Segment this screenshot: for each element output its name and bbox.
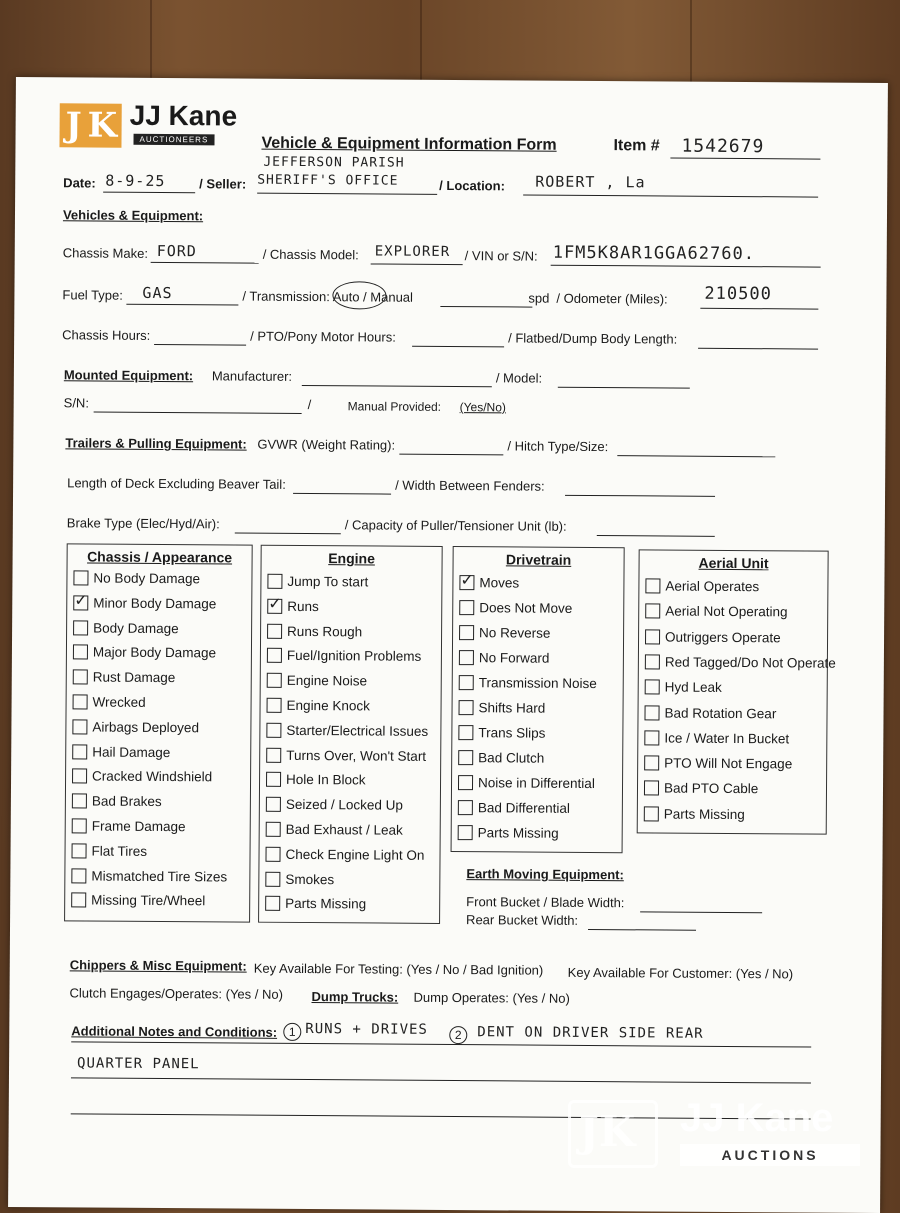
- checklist-label: Parts Missing: [663, 806, 745, 822]
- checklist-item[interactable]: [645, 680, 722, 696]
- checklist-item[interactable]: [267, 599, 319, 614]
- form-paper: [8, 77, 888, 1213]
- note-3[interactable]: QUARTER PANEL: [77, 1055, 200, 1073]
- note-number-1: 1: [283, 1023, 301, 1041]
- checkbox[interactable]: [266, 822, 281, 837]
- checklist-item[interactable]: [72, 794, 162, 810]
- checkbox[interactable]: [267, 574, 282, 589]
- checklist-item[interactable]: [72, 744, 170, 760]
- checkbox[interactable]: [73, 595, 88, 610]
- manual-provided-options[interactable]: (Yes/No): [459, 400, 506, 415]
- engine-box-title: Engine: [328, 550, 375, 567]
- fender-width-label: / Width Between Fenders:: [395, 477, 545, 494]
- notes-heading: Additional Notes and Conditions:: [71, 1023, 278, 1040]
- checkbox[interactable]: [458, 750, 473, 765]
- checklist-label: No Forward: [478, 650, 550, 666]
- checklist-label: Parts Missing: [477, 825, 559, 841]
- checkbox[interactable]: [265, 847, 280, 862]
- checklist-label: Smokes: [285, 871, 335, 887]
- hitch-label: / Hitch Type/Size:: [507, 438, 609, 455]
- checkbox[interactable]: [458, 800, 473, 815]
- checklist-label: Flat Tires: [91, 843, 148, 859]
- checklist-label: Bad Rotation Gear: [664, 705, 777, 721]
- aerial-unit-box: [637, 549, 836, 834]
- checkbox[interactable]: [644, 730, 659, 745]
- checkbox[interactable]: [459, 575, 474, 590]
- checklist-label: Hyd Leak: [664, 679, 722, 696]
- vin-value[interactable]: 1FM5K8AR1GGA62760.: [552, 242, 756, 265]
- checkbox[interactable]: [458, 775, 473, 790]
- checklist-item[interactable]: [265, 871, 334, 886]
- chippers-heading: Chippers & Misc Equipment:: [69, 957, 247, 974]
- note-2[interactable]: DENT ON DRIVER SIDE REAR: [477, 1024, 704, 1042]
- clutch-operates[interactable]: Clutch Engages/Operates: (Yes / No): [69, 985, 284, 1002]
- brand-sub: AUCTIONEERS: [133, 134, 214, 146]
- checklist-label: Mismatched Tire Sizes: [91, 868, 228, 885]
- checklist-item[interactable]: [266, 747, 426, 763]
- chassis-make-label: Chassis Make:: [62, 245, 149, 261]
- checklist-item[interactable]: [644, 781, 758, 797]
- checkbox[interactable]: [72, 719, 87, 734]
- checklist-item[interactable]: [267, 648, 421, 664]
- date-label: Date:: [63, 175, 96, 191]
- checklist-item[interactable]: [267, 623, 362, 639]
- checklist-label: Moves: [479, 575, 520, 591]
- checklist-item[interactable]: [266, 772, 366, 788]
- checkbox[interactable]: [71, 868, 86, 883]
- checklist-label: Runs: [287, 598, 319, 614]
- flatbed-label: / Flatbed/Dump Body Length:: [508, 330, 678, 347]
- checkbox[interactable]: [266, 747, 281, 762]
- watermark-logo-icon: JK: [568, 1100, 658, 1168]
- checklist-label: Wrecked: [92, 694, 146, 710]
- chassis-appearance-box: [64, 543, 253, 922]
- checklist-item[interactable]: [459, 700, 546, 716]
- checkbox[interactable]: [644, 705, 659, 720]
- checklist-item[interactable]: [73, 620, 179, 636]
- checkbox[interactable]: [644, 806, 659, 821]
- checklist-label: Engine Knock: [286, 697, 370, 714]
- checklist-label: Jump To start: [287, 573, 369, 590]
- checkbox[interactable]: [459, 675, 474, 690]
- checklist-item[interactable]: [73, 670, 176, 686]
- checklist-label: Noise in Differential: [477, 775, 595, 792]
- checklist-label: Parts Missing: [285, 896, 367, 912]
- chassis-model-label: / Chassis Model:: [262, 246, 359, 263]
- checklist-label: Bad Differential: [477, 800, 570, 816]
- checklist-label: Minor Body Damage: [93, 595, 217, 612]
- checklist-item[interactable]: [458, 825, 559, 841]
- checklist-label: Rust Damage: [92, 669, 176, 686]
- checklist-item[interactable]: [267, 698, 370, 714]
- checkbox[interactable]: [459, 625, 474, 640]
- checkbox[interactable]: [267, 623, 282, 638]
- key-customer[interactable]: Key Available For Customer: (Yes / No): [567, 964, 794, 982]
- checklist-label: Airbags Deployed: [92, 719, 200, 736]
- drivetrain-box-title: Drivetrain: [505, 551, 572, 568]
- pto-hours-label: / PTO/Pony Motor Hours:: [250, 328, 396, 345]
- checklist-label: Bad Exhaust / Leak: [285, 821, 403, 838]
- checkbox[interactable]: [459, 650, 474, 665]
- checklist-item[interactable]: [458, 800, 570, 816]
- checklist-label: Does Not Move: [479, 600, 573, 616]
- item-label: Item #: [613, 137, 660, 155]
- deck-length-label: Length of Deck Excluding Beaver Tail:: [67, 475, 286, 492]
- checklist-label: No Body Damage: [93, 570, 201, 587]
- checkbox[interactable]: [458, 825, 473, 840]
- date-value[interactable]: 8-9-25: [105, 171, 166, 191]
- transmission-label: / Transmission: Auto / Manual: [242, 288, 414, 305]
- checklist-item[interactable]: [265, 896, 366, 912]
- checkbox[interactable]: [72, 794, 87, 809]
- checklist-label: Aerial Operates: [665, 578, 760, 595]
- checklist-label: Engine Noise: [286, 673, 368, 689]
- front-bucket-label: Front Bucket / Blade Width:: [466, 894, 625, 911]
- checklist-item[interactable]: [72, 719, 199, 735]
- watermark-sub: AUCTIONS: [680, 1144, 860, 1166]
- checklist-label: Shifts Hard: [478, 700, 546, 716]
- checkbox[interactable]: [645, 680, 660, 695]
- checklist-item[interactable]: [72, 818, 186, 834]
- checkbox[interactable]: [71, 893, 86, 908]
- checklist-item[interactable]: [73, 570, 200, 586]
- transmission-auto-circle: [332, 281, 386, 309]
- jj-kane-logo-icon: J K: [59, 103, 121, 147]
- spd-label: spd: [528, 290, 550, 306]
- watermark-brand: JJ Kane: [680, 1096, 834, 1140]
- fuel-type-label: Fuel Type:: [62, 287, 123, 303]
- manual-provided-label: Manual Provided:: [347, 399, 442, 414]
- checklist-item[interactable]: [459, 575, 519, 590]
- location-value[interactable]: ROBERT , La: [535, 172, 646, 192]
- chassis-make-value[interactable]: FORD: [156, 241, 197, 261]
- chassis-hours-label: Chassis Hours:: [62, 327, 151, 343]
- note-number-2: 2: [449, 1026, 467, 1044]
- checklist-label: Check Engine Light On: [285, 846, 425, 863]
- checklist-item[interactable]: [644, 730, 789, 746]
- checkbox[interactable]: [267, 648, 282, 663]
- capacity-label: / Capacity of Puller/Tensioner Unit (lb):: [344, 517, 567, 534]
- checklist-label: Frame Damage: [91, 818, 186, 835]
- seller-value-1[interactable]: JEFFERSON PARISH: [263, 154, 405, 171]
- checklist-item[interactable]: [459, 625, 550, 641]
- checkbox[interactable]: [267, 698, 282, 713]
- drivetrain-box: [451, 546, 625, 853]
- checklist-item[interactable]: [266, 723, 428, 739]
- checklist-item[interactable]: [73, 595, 216, 611]
- checkbox[interactable]: [645, 604, 660, 619]
- checkbox[interactable]: [459, 700, 474, 715]
- vehicles-heading: Vehicles & Equipment:: [62, 207, 204, 224]
- dump-operates[interactable]: Dump Operates: (Yes / No): [413, 989, 570, 1006]
- checkbox[interactable]: [458, 725, 473, 740]
- checklist-item[interactable]: [459, 600, 572, 616]
- checklist-label: Bad Brakes: [91, 793, 162, 810]
- checkbox[interactable]: [267, 599, 282, 614]
- sn-slash: /: [307, 397, 312, 413]
- seller-label: / Seller:: [199, 176, 247, 192]
- checklist-label: Aerial Not Operating: [665, 603, 788, 620]
- checkbox[interactable]: [73, 670, 88, 685]
- checkbox[interactable]: [73, 694, 88, 709]
- checkbox[interactable]: [645, 578, 660, 593]
- checklist-item[interactable]: [645, 654, 836, 670]
- checklist-item[interactable]: [644, 705, 776, 721]
- checkbox[interactable]: [645, 654, 660, 669]
- rear-bucket-label: Rear Bucket Width:: [466, 912, 579, 928]
- checklist-item[interactable]: [645, 578, 759, 594]
- checkbox[interactable]: [73, 620, 88, 635]
- checklist-label: Turns Over, Won't Start: [286, 747, 427, 764]
- checklist-item[interactable]: [267, 574, 368, 590]
- seller-value-2[interactable]: SHERIFF'S OFFICE: [257, 172, 399, 189]
- aerial-box-title: Aerial Unit: [698, 554, 769, 572]
- checklist-item[interactable]: [265, 847, 424, 863]
- key-testing[interactable]: Key Available For Testing: (Yes / No / Bad Ignition): [253, 960, 544, 978]
- trailers-heading: Trailers & Pulling Equipment:: [65, 435, 247, 452]
- checklist-label: Ice / Water In Bucket: [664, 730, 790, 747]
- checklist-item[interactable]: [73, 645, 216, 661]
- checklist-label: Outriggers Operate: [665, 629, 781, 645]
- checklist-label: Starter/Electrical Issues: [286, 722, 429, 739]
- checkbox[interactable]: [459, 600, 474, 615]
- checklist-item[interactable]: [267, 673, 367, 689]
- gvwr-label: GVWR (Weight Rating):: [257, 436, 396, 453]
- checklist-item[interactable]: [72, 769, 212, 785]
- checklist-item[interactable]: [458, 725, 545, 741]
- location-label: / Location:: [439, 177, 505, 194]
- checkbox[interactable]: [266, 772, 281, 787]
- checklist-item[interactable]: [266, 797, 403, 813]
- checklist-item[interactable]: [71, 893, 205, 909]
- chassis-box-title: Chassis / Appearance: [87, 548, 233, 566]
- checkbox[interactable]: [265, 896, 280, 911]
- earth-heading: Earth Moving Equipment:: [466, 866, 624, 883]
- checklist-item[interactable]: [644, 806, 745, 822]
- checklist-item[interactable]: [71, 868, 227, 884]
- manufacturer-label: Manufacturer:: [211, 368, 293, 384]
- checklist-item[interactable]: [73, 694, 146, 710]
- checklist-item[interactable]: [645, 629, 781, 645]
- checkbox[interactable]: [644, 781, 659, 796]
- checklist-label: Trans Slips: [478, 725, 546, 741]
- checklist-item[interactable]: [72, 843, 148, 859]
- checkbox[interactable]: [267, 673, 282, 688]
- checklist-label: Transmission Noise: [478, 675, 597, 692]
- checkbox[interactable]: [72, 769, 87, 784]
- chassis-model-value[interactable]: EXPLORER: [374, 243, 451, 261]
- mounted-heading: Mounted Equipment:: [63, 367, 194, 384]
- checklist-item[interactable]: [266, 822, 403, 838]
- note-1[interactable]: RUNS + DRIVES: [305, 1021, 428, 1038]
- checkbox[interactable]: [73, 645, 88, 660]
- checkbox[interactable]: [72, 843, 87, 858]
- vin-label: / VIN or S/N:: [464, 248, 538, 264]
- checklist-label: Bad Clutch: [478, 750, 545, 766]
- checklist-label: Cracked Windshield: [92, 768, 213, 785]
- sn-label: S/N:: [63, 395, 90, 411]
- checklist-label: Missing Tire/Wheel: [91, 892, 206, 909]
- checkbox[interactable]: [73, 570, 88, 585]
- checklist-label: Bad PTO Cable: [663, 780, 759, 797]
- checklist-label: Hail Damage: [92, 744, 171, 760]
- checkbox[interactable]: [644, 755, 659, 770]
- checklist-label: Runs Rough: [287, 623, 363, 639]
- checklist-item[interactable]: [459, 675, 597, 691]
- brake-type-label: Brake Type (Elec/Hyd/Air):: [66, 515, 220, 532]
- checkbox[interactable]: [645, 629, 660, 644]
- checklist-item[interactable]: [644, 755, 792, 771]
- checkbox[interactable]: [266, 723, 281, 738]
- checklist-label: Seized / Locked Up: [285, 797, 404, 813]
- form-title: Vehicle & Equipment Information Form: [261, 134, 557, 154]
- checklist-item[interactable]: [459, 650, 550, 666]
- checklist-label: Hole In Block: [286, 772, 366, 788]
- checklist-label: Fuel/Ignition Problems: [286, 648, 422, 665]
- model-label: / Model:: [495, 370, 543, 386]
- checkbox[interactable]: [72, 818, 87, 833]
- brand-name: JJ Kane: [129, 99, 238, 132]
- checklist-label: PTO Will Not Engage: [664, 755, 793, 772]
- checklist-item[interactable]: [645, 604, 787, 620]
- odometer-label: / Odometer (Miles):: [556, 290, 668, 307]
- checkbox[interactable]: [266, 797, 281, 812]
- checklist-item[interactable]: [458, 750, 544, 766]
- dump-heading: Dump Trucks:: [311, 989, 399, 1005]
- checkbox[interactable]: [72, 744, 87, 759]
- item-value[interactable]: 1542679: [681, 135, 765, 158]
- checkbox[interactable]: [265, 871, 280, 886]
- checklist-label: Body Damage: [93, 620, 179, 636]
- fuel-type-value[interactable]: GAS: [142, 283, 173, 303]
- checklist-item[interactable]: [458, 775, 595, 791]
- checklist-label: Red Tagged/Do Not Operate: [664, 654, 836, 671]
- engine-box: [258, 545, 443, 924]
- checklist-label: No Reverse: [479, 625, 551, 641]
- odometer-value[interactable]: 210500: [704, 283, 772, 305]
- checklist-label: Major Body Damage: [92, 644, 217, 661]
